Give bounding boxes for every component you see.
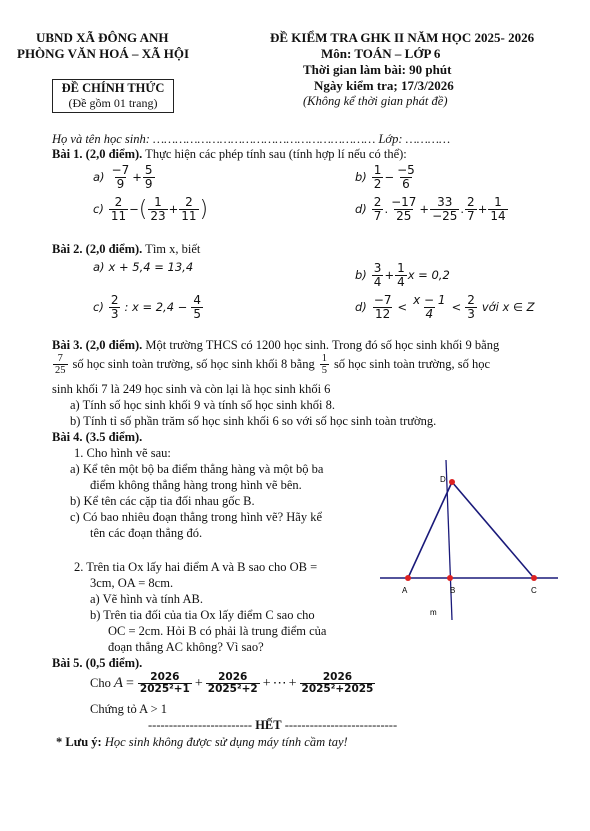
bai1-c-label: c): [93, 202, 104, 217]
bai3-line1: Một trường THCS có 1200 học sinh. Trong đó số học sinh khối 9 bằng: [142, 338, 500, 352]
bai2-d-label: d): [355, 300, 367, 315]
student-name-label: Họ và tên học sinh:: [52, 132, 150, 146]
end-dashes-left: -------------------------: [148, 718, 253, 732]
bai2-text: Tìm x, biết: [142, 242, 201, 256]
fraction: $\frac{2026}{\text{2025²+1}}$: [139, 671, 190, 696]
bai1-b: b) $\frac{1}{2}$ − $\frac{-5}{6}$: [355, 163, 415, 191]
point-b: [447, 575, 453, 581]
bai1-d: d) $\frac{2}{7}$ . $\frac{-17}{25}$ + $\frac{33}{-25}$ . $\frac{2}{7}$ + $\frac{1}{14}$: [355, 195, 506, 223]
fraction: $\frac{-17}{25}$: [391, 195, 417, 223]
fraction: $\frac{1}{5}$: [321, 353, 327, 377]
bai5-title: Bài 5. (0,5 điểm).: [52, 656, 143, 670]
bai4-q2b-line1: b) Trên tia đối của tia Ox lấy điểm C sao cho: [90, 608, 315, 622]
fraction: $\frac{2}{11}$: [181, 195, 197, 223]
bai4-q2-line2: 3cm, OA = 8cm.: [90, 576, 174, 590]
point-d: [449, 479, 455, 485]
point-c: [531, 575, 537, 581]
fraction: $\frac{x - 1}{4}$: [413, 293, 446, 321]
bai4-q1b: b) Kể tên các cặp tia đối nhau gốc B.: [70, 494, 255, 508]
bai3-heading: [52, 338, 499, 353]
point-a: [405, 575, 411, 581]
bai2-a: a) x + 5,4 = 13,4: [93, 260, 194, 274]
label-b: B: [450, 586, 456, 595]
end-label: HẾT: [255, 718, 282, 732]
page-count: (Đề gồm 01 trang): [68, 96, 158, 110]
segment-dc: [452, 482, 534, 578]
time-note: (Không kể thời gian phát đề): [303, 94, 448, 108]
official-label: ĐỀ CHÍNH THỨC: [61, 81, 165, 95]
bai2-title: Bài 2. (2,0 điểm).: [52, 242, 143, 256]
bai4-q1a-line2: điểm không thẳng hàng trong hình vẽ bên.: [90, 478, 302, 492]
fraction: $\frac{2}{7}$: [467, 195, 475, 223]
org-line-1: UBND XÃ ĐÔNG ANH: [36, 30, 169, 45]
class-label: Lớp:: [378, 132, 403, 146]
fraction: $\frac{1}{23}$: [150, 195, 166, 223]
exam-date: Ngày kiểm tra; 17/3/2026: [314, 78, 454, 93]
fraction: $\frac{2}{7}$: [373, 195, 382, 223]
bai4-q1c-line2: tên các đoạn thẳng đó.: [90, 526, 203, 540]
bai1-b-label: b): [355, 170, 367, 185]
fraction: $\frac{1}{14}$: [490, 195, 506, 223]
bai4-q1a-line1: a) Kể tên một bộ ba điểm thẳng hàng và một bộ ba: [70, 462, 324, 476]
exam-title: ĐỀ KIỂM TRA GHK II NĂM HỌC 2025- 2026: [270, 30, 535, 45]
bai4-title: Bài 4. (3.5 điểm).: [52, 430, 143, 444]
bai5-expression: Cho A = $\frac{2026}{\text{2025²+1}}$ + $\frac{2026}{\text{2025²+2}}$ + ⋯ + $\frac{2026}{\text{2025²+2025}}$: [90, 671, 374, 696]
bai2-heading: [52, 242, 200, 257]
fraction: $\frac{5}{9}$: [144, 163, 153, 191]
bai3-b: b) Tính tỉ số phần trăm số học sinh khối 6 so với số học sinh toàn trường.: [70, 414, 437, 428]
bai3-line3: sinh khối 7 là 249 học sinh và còn lại là học sinh khối 6: [52, 382, 331, 396]
label-c: C: [531, 586, 537, 595]
bai2-c: c) $\frac{2}{3}$ : x = 2,4 − $\frac{4}{5}$: [93, 293, 201, 321]
bai5-prove: Chứng tỏ A > 1: [90, 702, 168, 716]
bai3-line2: $\frac{7}{25}$ số học sinh toàn trường, số học sinh khối 8 bằng $\frac{1}{5}$ số học sinh toàn trường, số học: [55, 353, 491, 377]
footer-note-label: * Lưu ý:: [56, 735, 102, 749]
bai1-text: Thực hiện các phép tính sau (tính hợp lí nếu có thể):: [142, 147, 407, 161]
fraction: $\frac{-5}{6}$: [397, 163, 415, 191]
bai4-q2-line1: 2. Trên tia Ox lấy hai điểm A và B sao cho OB =: [74, 560, 318, 574]
subject: Môn: TOÁN – LỚP 6: [321, 46, 441, 61]
bai3-title: Bài 3. (2,0 điểm).: [52, 338, 143, 352]
label-a: A: [402, 586, 408, 595]
fraction: $\frac{2}{3}$: [467, 293, 475, 321]
end-marker: [148, 718, 397, 733]
fraction: $\frac{3}{4}$: [373, 261, 382, 289]
footer-note-text: Học sinh không được sử dụng máy tính cầm tay!: [101, 735, 348, 749]
label-m: m: [430, 608, 437, 617]
bai4-q2b-line3: đoạn thẳng AC không? Vì sao?: [108, 640, 264, 654]
bai1-a: a) $\frac{-7}{9}$ + $\frac{5}{9}$: [93, 163, 153, 191]
bai2-c-label: c): [93, 300, 104, 315]
fraction: $\frac{-7}{12}$: [373, 293, 392, 321]
bai2-b-label: b): [355, 268, 367, 283]
fraction: $\frac{7}{25}$: [55, 353, 66, 377]
bai1-title: Bài 1. (2,0 điểm).: [52, 147, 143, 161]
segment-da: [408, 482, 452, 578]
bai2-d: d) $\frac{-7}{12}$ < $\frac{x - 1}{4}$ < $\frac{2}{3}$ với x ∈ Z: [355, 293, 535, 321]
fraction: $\frac{4}{5}$: [193, 293, 201, 321]
fraction: $\frac{2}{11}$: [110, 195, 127, 223]
student-name-line: [52, 132, 450, 147]
bai1-c: c) $\frac{2}{11}$ − ( $\frac{1}{23}$ + $\frac{2}{11}$ ): [93, 195, 209, 223]
class-dots: …………: [405, 132, 451, 146]
fraction: $\frac{2026}{\text{2025²+2}}$: [207, 671, 258, 696]
footer-note: [56, 735, 348, 750]
end-dashes-right: ---------------------------: [284, 718, 398, 732]
bai4-q2a: a) Vẽ hình và tính AB.: [90, 592, 203, 606]
geometry-figure: [380, 460, 580, 630]
fraction: $\frac{1}{4}$: [397, 261, 405, 289]
bai3-a: a) Tính số học sinh khối 9 và tính số học sinh khối 8.: [70, 398, 336, 412]
bai4-q1c-line1: c) Có bao nhiêu đoạn thẳng trong hình vẽ? Hãy kể: [70, 510, 323, 524]
bai4-q2b-line2: OC = 2cm. Hỏi B có phải là trung điểm của: [108, 624, 327, 638]
bai2-a-label: a): [93, 260, 105, 274]
fraction: $\frac{-7}{9}$: [111, 163, 130, 191]
bai1-a-label: a): [93, 170, 105, 185]
fraction: $\frac{2026}{\text{2025²+2025}}$: [301, 671, 374, 696]
bai2-b: b) $\frac{3}{4}$ + $\frac{1}{4}$ x = 0,2: [355, 261, 450, 289]
org-line-2: PHÒNG VĂN HOÁ – XÃ HỘI: [17, 46, 190, 61]
fraction: $\frac{1}{2}$: [373, 163, 382, 191]
label-d: D: [440, 475, 446, 484]
fraction: $\frac{2}{3}$: [110, 293, 119, 321]
exam-time: Thời gian làm bài: 90 phút: [303, 62, 452, 77]
bai1-d-label: d): [355, 202, 367, 217]
bai4-q1: 1. Cho hình vẽ sau:: [74, 446, 171, 460]
student-name-dots: ……………………………………………………: [153, 132, 376, 146]
fraction: $\frac{33}{-25}$: [432, 195, 458, 223]
bai1-heading: [52, 147, 407, 162]
official-box: [52, 79, 174, 113]
